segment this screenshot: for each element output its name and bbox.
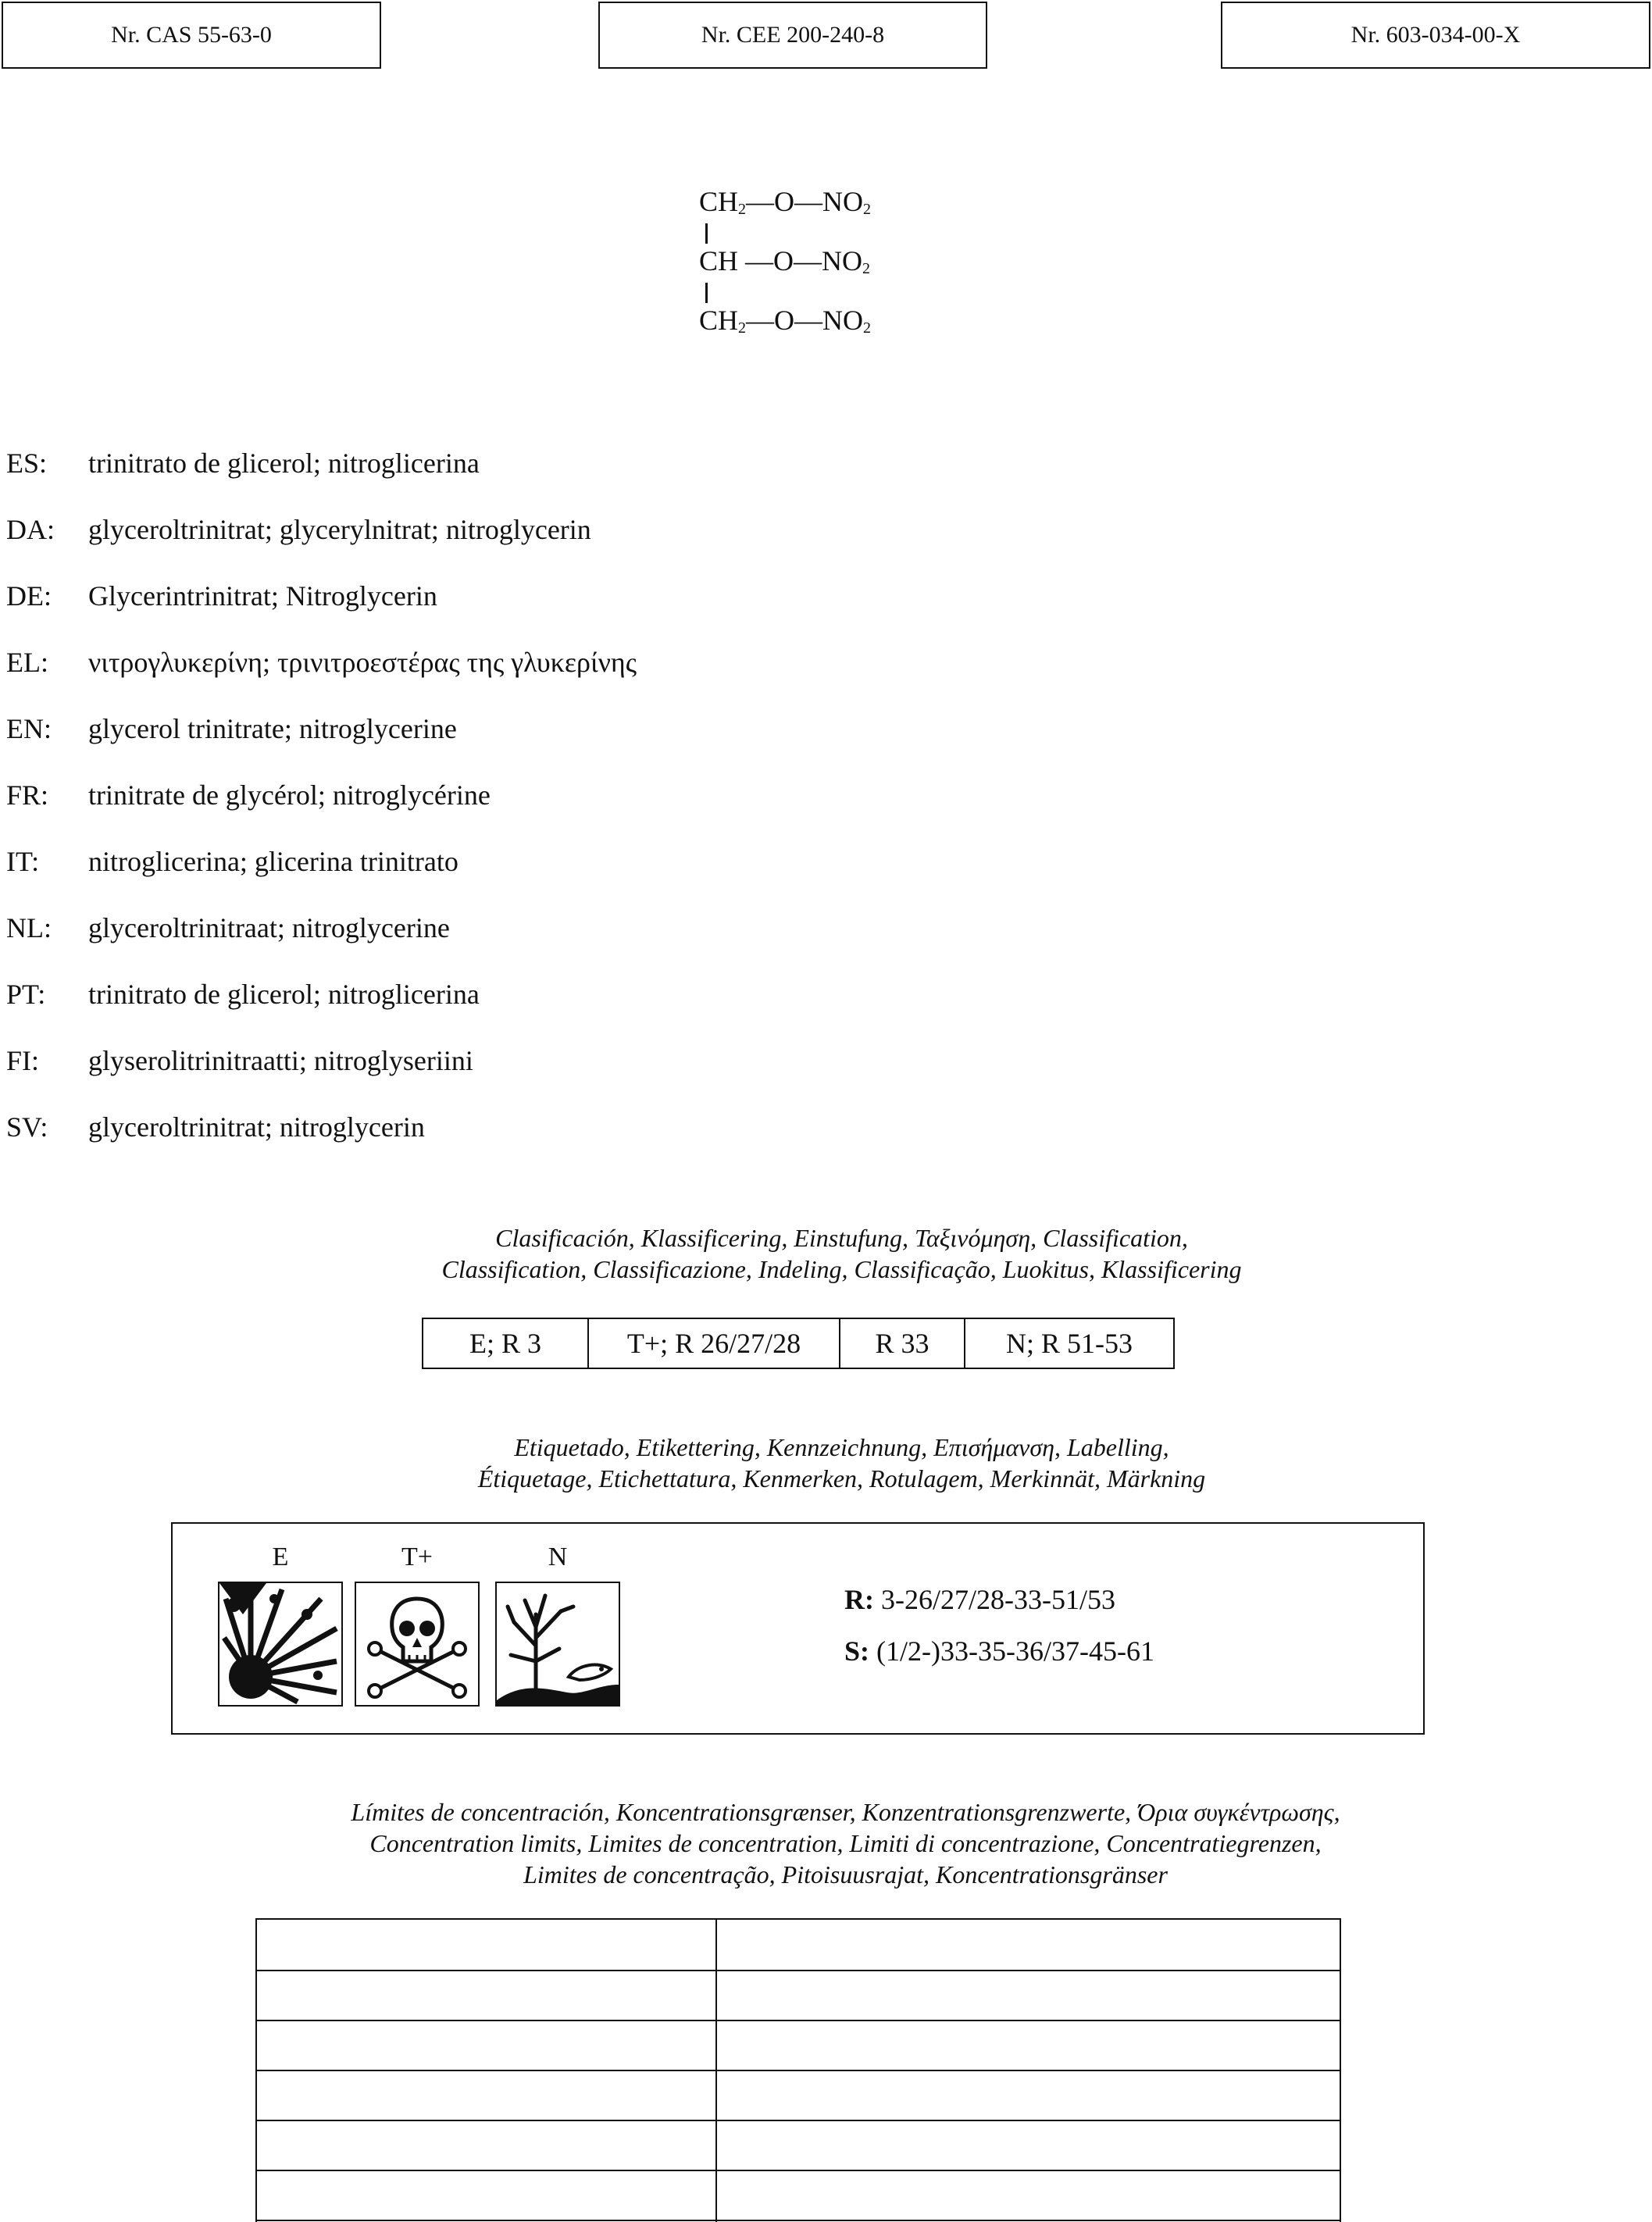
formula-subscript: 2: [863, 319, 872, 337]
heading-line: Classification, Classificazione, Indeling, Classificação, Luokitus, Klassificering: [441, 1255, 1242, 1283]
safety-phrases: [844, 1635, 1154, 1667]
language-code: FR:: [6, 779, 49, 811]
language-code: IT:: [6, 846, 40, 877]
safety-prefix: S:: [844, 1635, 870, 1667]
table-row: [257, 1970, 1340, 2021]
classification-cell: R 33: [840, 1319, 965, 1368]
classification-cell: E; R 3: [423, 1319, 589, 1368]
index-number: Nr. 603-034-00-X: [1351, 22, 1521, 48]
formula-row: [699, 187, 871, 223]
explosive-icon: [218, 1582, 343, 1707]
symbol-letter: N: [548, 1543, 568, 1571]
symbol-letter: T+: [401, 1543, 433, 1571]
safety-value: (1/2-)33-35-36/37-45-61: [876, 1635, 1154, 1667]
risk-phrases: [844, 1583, 1115, 1616]
cee-number-box: [598, 2, 987, 69]
substance-name: glyceroltrinitrat; glycerylnitrat; nitroglycerin: [88, 514, 591, 545]
table-row: [257, 2170, 1340, 2221]
environment-hazard-icon: [495, 1582, 620, 1707]
risk-prefix: R:: [844, 1584, 874, 1615]
formula-subscript: 2: [863, 201, 872, 218]
formula-group: CH: [699, 305, 739, 336]
skull-crossbones-icon: [355, 1582, 480, 1707]
formula-group: CH: [699, 245, 739, 276]
table-row: [257, 2120, 1340, 2171]
language-code: DE:: [6, 580, 52, 612]
language-code: NL:: [6, 912, 52, 943]
language-code: PT:: [6, 979, 46, 1010]
cas-number-box: [2, 2, 381, 69]
heading-line: Límites de concentración, Koncentrationsgrænser, Konzentrationsgrenzwerte, Όρια συγκέντρωσης,: [351, 1798, 1340, 1826]
substance-name: glycerol trinitrate; nitroglycerine: [88, 713, 457, 744]
substance-name: trinitrato de glicerol; nitroglicerina: [88, 979, 480, 1010]
classification-cell: T+; R 26/27/28: [589, 1319, 840, 1368]
substance-name: trinitrato de glicerol; nitroglicerina: [88, 448, 480, 479]
structural-formula: [699, 187, 871, 342]
substance-name: νιτρογλυκερίνη; τρινιτροεστέρας της γλυκερίνης: [88, 647, 637, 678]
table-row: [257, 2020, 1340, 2071]
concentration-table: [255, 1918, 1341, 2222]
heading-line: Limites de concentração, Pitoisuusrajat, Koncentrationsgränser: [523, 1860, 1168, 1889]
concentration-heading: [0, 1796, 1652, 1890]
substance-name: glyceroltrinitrat; nitroglycerin: [88, 1111, 425, 1143]
column-divider: [715, 1920, 717, 2222]
formula-subscript: 2: [862, 260, 871, 277]
formula-bond: [705, 283, 708, 303]
classification-heading: [0, 1222, 1652, 1285]
formula-subscript: 2: [738, 201, 747, 218]
heading-line: Étiquetage, Etichettatura, Kenmerken, Rotulagem, Merkinnät, Märkning: [477, 1464, 1206, 1493]
cee-number: Nr. CEE 200-240-8: [701, 22, 885, 48]
formula-bond: [705, 223, 708, 244]
table-row: [257, 1920, 1340, 1971]
formula-chain: —O—NO: [746, 305, 864, 336]
classification-table: [422, 1318, 1175, 1369]
labelling-box: [171, 1522, 1425, 1735]
substance-name: glyserolitrinitraatti; nitroglyseriini: [88, 1045, 473, 1076]
classification-cell: N; R 51-53: [1006, 1328, 1133, 1359]
language-code: SV:: [6, 1111, 48, 1143]
cas-number: Nr. CAS 55-63-0: [111, 22, 272, 48]
formula-row: [699, 306, 871, 342]
labelling-heading: [0, 1432, 1652, 1494]
language-code: DA:: [6, 514, 55, 545]
substance-name: glyceroltrinitraat; nitroglycerine: [88, 912, 450, 943]
index-number-box: [1221, 2, 1650, 69]
language-code: ES:: [6, 448, 48, 479]
language-code: EN:: [6, 713, 52, 744]
formula-chain: —O—NO: [746, 186, 864, 217]
language-code: EL:: [6, 647, 48, 678]
formula-group: CH: [699, 186, 739, 217]
substance-name: trinitrate de glycérol; nitroglycérine: [88, 779, 491, 811]
formula-row: [699, 247, 871, 283]
substance-name: Glycerintrinitrat; Nitroglycerin: [88, 580, 437, 612]
formula-chain: —O—NO: [738, 245, 863, 276]
formula-subscript: 2: [738, 319, 747, 337]
table-row: [257, 2070, 1340, 2121]
symbol-letter: E: [272, 1543, 289, 1571]
risk-value: 3-26/27/28-33-51/53: [881, 1584, 1115, 1615]
substance-name: nitroglicerina; glicerina trinitrato: [88, 846, 458, 877]
language-code: FI:: [6, 1045, 40, 1076]
heading-line: Clasificación, Klassificering, Einstufung, Ταξινόμηση, Classification,: [495, 1224, 1188, 1252]
heading-line: Concentration limits, Limites de concentration, Limiti di concentrazione, Concentratiegrenzen,: [369, 1829, 1322, 1857]
heading-line: Etiquetado, Etikettering, Kennzeichnung, Επισήμανση, Labelling,: [514, 1433, 1169, 1461]
